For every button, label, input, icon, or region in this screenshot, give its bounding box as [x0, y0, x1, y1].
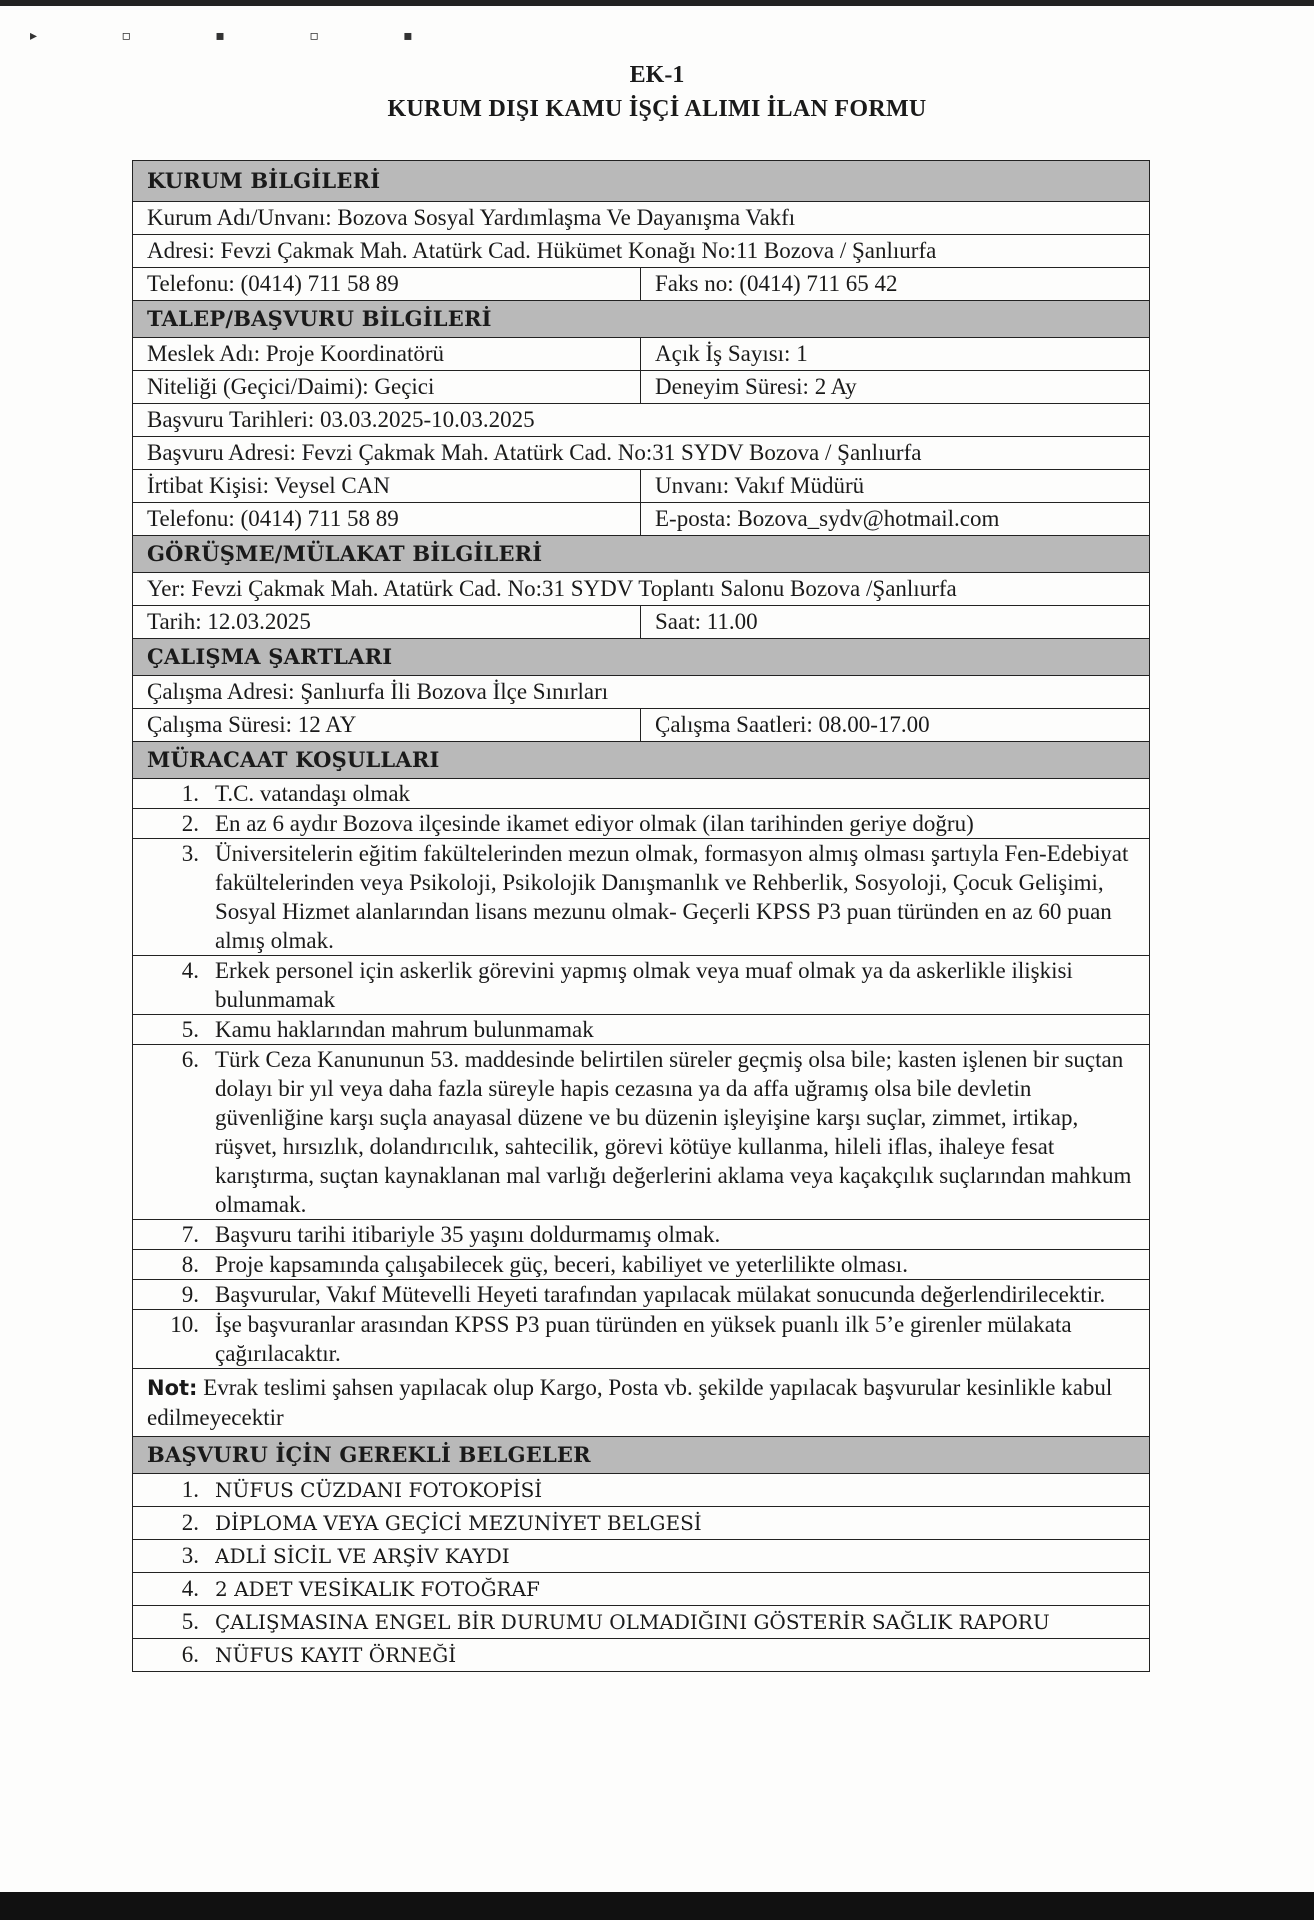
list-item [133, 1539, 1149, 1572]
calisma-hours: Çalışma Saatleri: 08.00-17.00 [655, 712, 930, 737]
list-item [133, 1219, 1149, 1249]
kurum-phone: Telefonu: (0414) 711 58 89 [133, 268, 641, 300]
item-number: 3. [181, 1543, 199, 1568]
document-code: EK-1 [629, 62, 685, 88]
item-number: 1. [181, 1477, 199, 1502]
talep-address: Başvuru Adresi: Fevzi Çakmak Mah. Atatürk Cad. No:31 SYDV Bozova / Şanlıurfa [147, 440, 922, 465]
talep-phone: Telefonu: (0414) 711 58 89 [133, 503, 641, 535]
talep-email: E-posta: Bozova_sydv@hotmail.com [655, 506, 1000, 531]
item-number: 1. [181, 781, 199, 806]
note-text: Evrak teslimi şahsen yapılacak olup Kargo, Posta vb. şekilde yapılacak başvurular kesinlikle kabul edilmeyecektir [147, 1375, 1113, 1430]
kurum-name: Kurum Adı/Unvanı: Bozova Sosyal Yardımlaşma Ve Dayanışma Vakfı [147, 205, 796, 230]
item-text: DİPLOMA VEYA GEÇİCİ MEZUNİYET BELGESİ [215, 1511, 702, 1535]
list-item [133, 1473, 1149, 1506]
gorusme-date: Tarih: 12.03.2025 [133, 606, 641, 638]
item-number: 4. [181, 1576, 199, 1601]
section-calisma-heading: ÇALIŞMA ŞARTLARI [133, 638, 1149, 675]
scan-bottom-edge [0, 1892, 1314, 1920]
section-belgeler-heading: BAŞVURU İÇİN GEREKLİ BELGELER [133, 1436, 1149, 1473]
list-item [133, 1309, 1149, 1368]
item-text: NÜFUS CÜZDANI FOTOKOPİSİ [215, 1478, 543, 1502]
talep-experience: Deneyim Süresi: 2 Ay [655, 374, 857, 399]
application-note [133, 1368, 1149, 1436]
belgeler-list [133, 1473, 1149, 1671]
item-text: Üniversitelerin eğitim fakültelerinden mezun olmak, formasyon almış olması şartıyla Fen-Edebiyat fakültelerinden veya Psikoloji, Psikolojik Danışmanlık ve Rehberlik, Sosyoloji, Çocuk Gelişimi, Sosyal Hizmet alanlarından lisans mezunu olmak- Geçerli KPSS P3 puan türünden en az 60 puan almış olmak. [215, 841, 1129, 953]
item-text: Türk Ceza Kanununun 53. maddesinde belirtilen süreler geçmiş olsa bile; kasten işlenen bir suçtan dolayı bir yıl veya daha fazla süreyle hapis cezasına ya da affa uğramış olsa bile devletin güvenliğine karşı suçla anayasal düzene ve bu düzenin işleyişine karşı suçlar, zimmet, irtikap, rüşvet, hırsızlık, dolandırıcılık, sahtecilik, görevi kötüye kullanma, hileli iflas, ihaleye fesat karıştırma, suçtan kaynaklanan mal varlığı değerlerini aklama veya kaçakçılık suçlarından mahkum olmamak. [215, 1047, 1132, 1217]
item-number: 9. [181, 1282, 199, 1307]
muracaat-list [133, 778, 1149, 1368]
item-number: 5. [181, 1017, 199, 1042]
list-item [133, 778, 1149, 808]
item-text: Başvuru tarihi itibariyle 35 yaşını doldurmamış olmak. [215, 1222, 721, 1247]
section-kurum-heading: KURUM BİLGİLERİ [133, 161, 1149, 201]
item-number: 3. [181, 841, 199, 866]
list-item [133, 1014, 1149, 1044]
item-text: En az 6 aydır Bozova ilçesinde ikamet ediyor olmak (ilan tarihinden geriye doğru) [215, 811, 974, 836]
talep-dates: Başvuru Tarihleri: 03.03.2025-10.03.2025 [147, 407, 535, 432]
item-number: 7. [181, 1222, 199, 1247]
item-text: NÜFUS KAYIT ÖRNEĞİ [215, 1643, 457, 1667]
talep-contact-title: Unvanı: Vakıf Müdürü [655, 473, 865, 498]
list-item [133, 1605, 1149, 1638]
item-text: Erkek personel için askerlik görevini yapmış olmak veya muaf olmak ya da askerlikle ilişkisi bulunmamak [215, 958, 1073, 1012]
item-number: 2. [181, 811, 199, 836]
item-text: İşe başvuranlar arasından KPSS P3 puan türünden en yüksek puanlı ilk 5’e girenler mülakata çağırılacaktır. [215, 1312, 1072, 1366]
list-item [133, 1572, 1149, 1605]
item-number: 5. [181, 1609, 199, 1634]
item-text: Başvurular, Vakıf Mütevelli Heyeti tarafından yapılacak mülakat sonucunda değerlendirilecektir. [215, 1282, 1106, 1307]
list-item [133, 1279, 1149, 1309]
list-item [133, 1249, 1149, 1279]
talep-nature: Niteliği (Geçici/Daimi): Geçici [133, 371, 641, 403]
kurum-fax: Faks no: (0414) 711 65 42 [655, 271, 898, 296]
scan-top-edge [0, 0, 1314, 6]
item-text: ADLİ SİCİL VE ARŞİV KAYDI [215, 1544, 510, 1568]
talep-profession: Meslek Adı: Proje Koordinatörü [133, 338, 641, 370]
section-muracaat-heading: MÜRACAAT KOŞULLARI [133, 741, 1149, 778]
item-text: T.C. vatandaşı olmak [215, 781, 411, 806]
gorusme-place: Yer: Fevzi Çakmak Mah. Atatürk Cad. No:31 SYDV Toplantı Salonu Bozova /Şanlıurfa [147, 576, 957, 601]
item-text: Proje kapsamında çalışabilecek güç, beceri, kabiliyet ve yeterlilikte olması. [215, 1252, 908, 1277]
item-number: 6. [181, 1642, 199, 1667]
kurum-address: Adresi: Fevzi Çakmak Mah. Atatürk Cad. Hükümet Konağı No:11 Bozova / Şanlıurfa [147, 238, 937, 263]
item-text: 2 ADET VESİKALIK FOTOĞRAF [215, 1577, 540, 1601]
item-number: 4. [181, 958, 199, 983]
gorusme-time: Saat: 11.00 [655, 609, 758, 634]
calisma-address: Çalışma Adresi: Şanlıurfa İli Bozova İlçe Sınırları [147, 679, 609, 704]
list-item [133, 1506, 1149, 1539]
scan-marks: ▸ ▫ ▪ ▫ ▪ [30, 28, 453, 44]
section-talep-heading: TALEP/BAŞVURU BİLGİLERİ [133, 300, 1149, 337]
list-item [133, 955, 1149, 1014]
item-number: 10. [170, 1312, 199, 1337]
note-label: Not: [147, 1376, 198, 1400]
item-number: 6. [181, 1047, 199, 1072]
item-text: ÇALIŞMASINA ENGEL BİR DURUMU OLMADIĞINI GÖSTERİR SAĞLIK RAPORU [215, 1610, 1050, 1634]
list-item [133, 838, 1149, 955]
job-posting-form [132, 160, 1150, 1672]
list-item [133, 1044, 1149, 1219]
list-item [133, 808, 1149, 838]
list-item [133, 1638, 1149, 1671]
item-text: Kamu haklarından mahrum bulunmamak [215, 1017, 594, 1042]
item-number: 2. [181, 1510, 199, 1535]
section-gorusme-heading: GÖRÜŞME/MÜLAKAT BİLGİLERİ [133, 535, 1149, 572]
calisma-duration: Çalışma Süresi: 12 AY [133, 709, 641, 741]
item-number: 8. [181, 1252, 199, 1277]
document-title: KURUM DIŞI KAMU İŞÇİ ALIMI İLAN FORMU [387, 96, 927, 122]
talep-contact: İrtibat Kişisi: Veysel CAN [133, 470, 641, 502]
talep-openings: Açık İş Sayısı: 1 [655, 341, 808, 366]
